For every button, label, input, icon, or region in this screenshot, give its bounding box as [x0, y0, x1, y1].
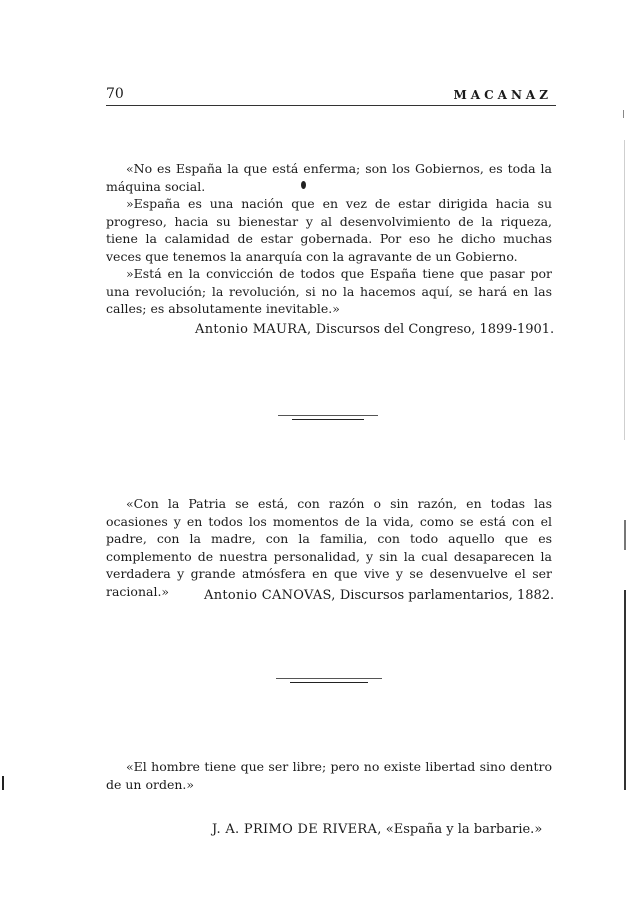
- quote-paragraph: «El hombre tiene que ser libre; pero no existe libertad sino dentro de un orden.»: [106, 759, 552, 792]
- running-title: MACANAZ: [453, 88, 552, 102]
- attribution-canovas: [204, 588, 554, 603]
- attribution-source: Discursos parlamentarios, 1882.: [339, 588, 555, 603]
- attribution-author: Antonio MAURA,: [195, 322, 312, 337]
- attribution-maura: [195, 322, 554, 337]
- attribution-author: Antonio CANOVAS,: [204, 588, 336, 603]
- scan-artifact: [624, 520, 626, 550]
- ink-blot: [301, 181, 306, 189]
- attribution-primo-de-rivera: [212, 822, 542, 837]
- quote-paragraph: »España es una nación que en vez de estar dirigida hacia su progreso, hacia su bienestar y al desenvolvimiento de la riqueza, tiene la calamidad de estar gobernada. Por eso he dicho muchas veces que tenemos la anarquía con la agravante de un Gobierno.: [106, 196, 552, 264]
- attribution-source: Discursos del Congreso, 1899-1901.: [315, 322, 555, 337]
- quote-maura: [106, 160, 552, 318]
- quote-canovas: [106, 495, 552, 600]
- scan-artifact: [624, 590, 626, 790]
- scan-artifact: [623, 110, 624, 118]
- quote-paragraph: »Está en la convicción de todos que España tiene que pasar por una revolución; la revolución, si no la hacemos aquí, se hará en las calles; es absolutamente inevitable.»: [106, 266, 552, 316]
- attribution-source: «España y la barbarie.»: [385, 822, 543, 837]
- header-rule: [106, 105, 556, 106]
- quote-paragraph: «No es España la que está enferma; son los Gobiernos, es toda la máquina social.: [106, 161, 552, 194]
- quote-primo-de-rivera: [106, 758, 552, 793]
- scan-artifact: [624, 140, 625, 440]
- quote-paragraph: «Con la Patria se está, con razón o sin razón, en todas las ocasiones y en todos los momentos de la vida, como se está con el padre, con la madre, con la familia, con todo aquello que es complemento de nuestra personalidad, y sin la cual desaparecen la verdadera y grande atmósfera en que vive y se desenvuelve el ser racional.»: [106, 496, 552, 599]
- page-number: 70: [106, 86, 124, 102]
- scan-artifact: [2, 776, 4, 790]
- attribution-author: J. A. PRIMO DE RIVERA,: [212, 822, 382, 837]
